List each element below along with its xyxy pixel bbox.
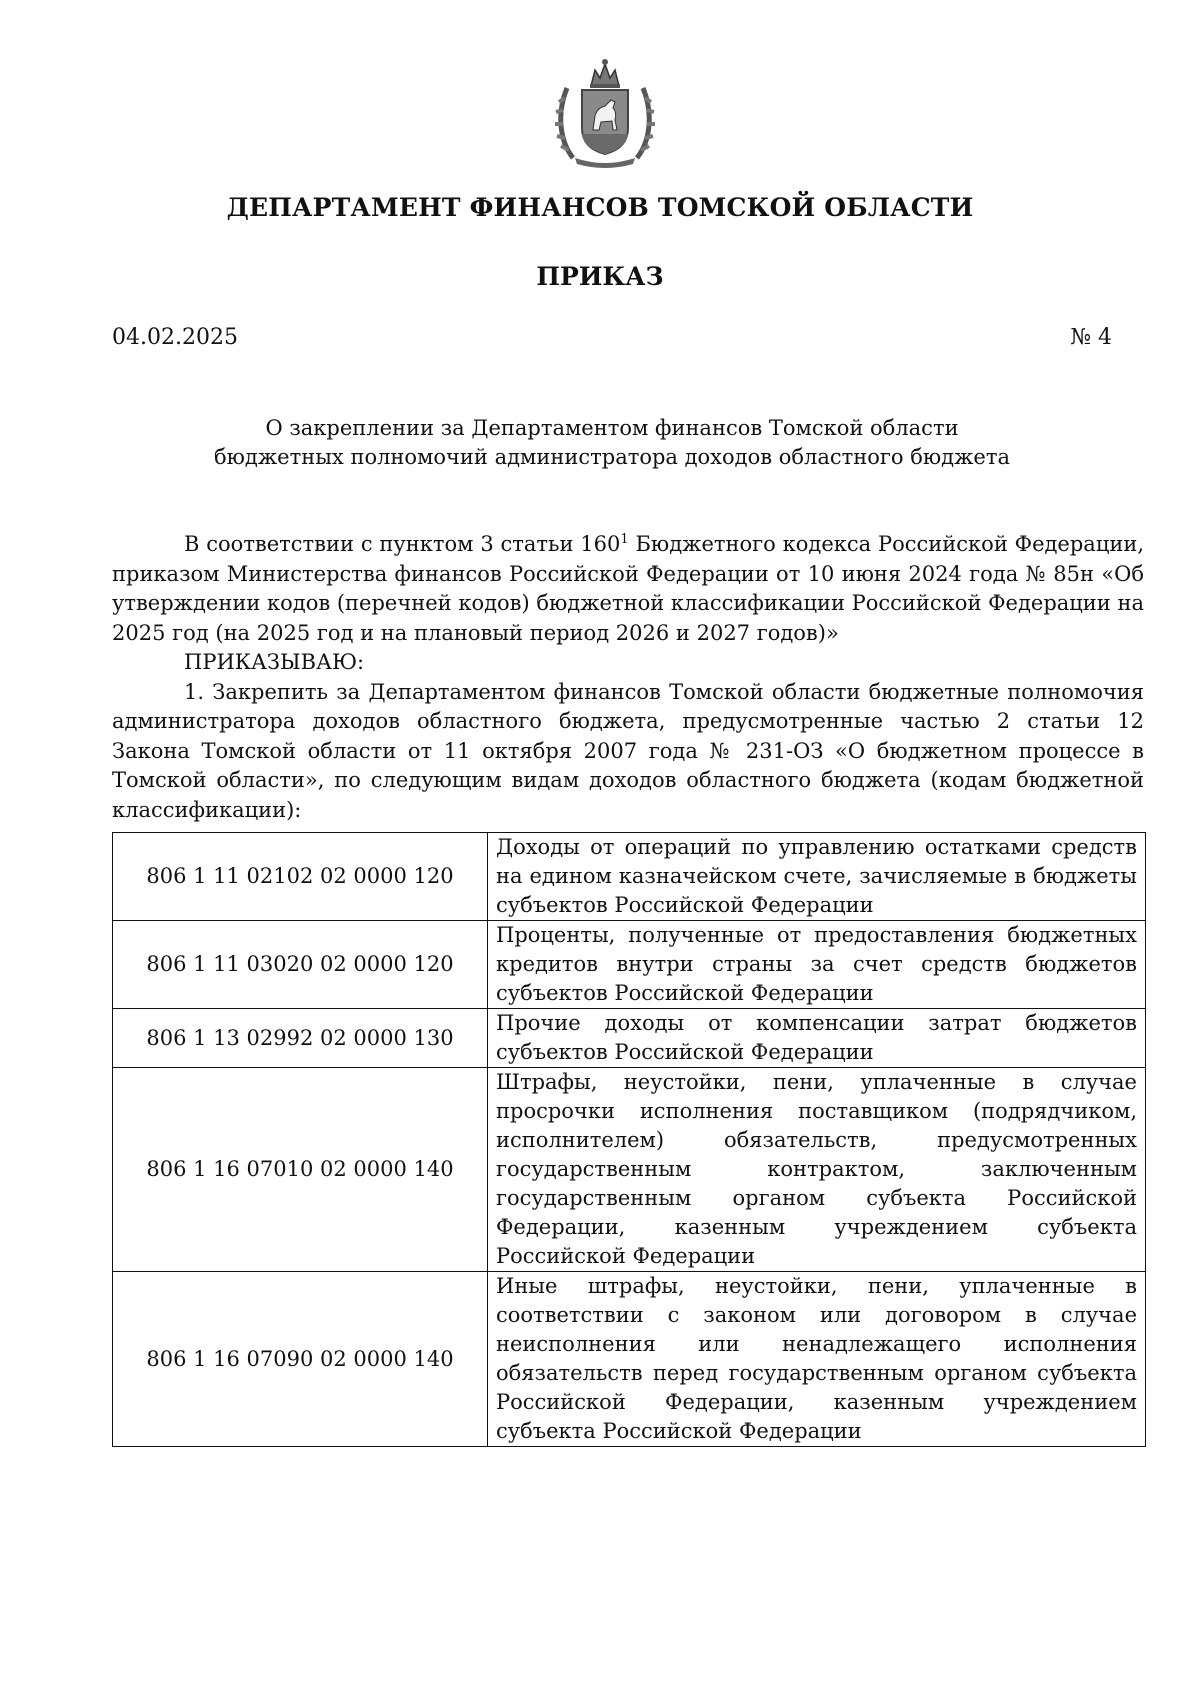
subject-line: бюджетных полномочий администратора доходов областного бюджета <box>214 445 1010 469</box>
description-cell: Прочие доходы от компенсации затрат бюджетов субъектов Российской Федерации <box>488 1009 1146 1068</box>
budget-code-cell: 806 1 11 03020 02 0000 120 <box>113 921 488 1009</box>
document-body <box>112 530 1144 825</box>
budget-code-cell: 806 1 13 02992 02 0000 130 <box>113 1009 488 1068</box>
budget-code-cell: 806 1 16 07010 02 0000 140 <box>113 1068 488 1272</box>
subject-line: О закреплении за Департаментом финансов Томской области <box>265 416 959 440</box>
order-word: ПРИКАЗЫВАЮ: <box>184 650 365 674</box>
table-row <box>113 1272 1146 1447</box>
table-row <box>113 1068 1146 1272</box>
budget-code-cell: 806 1 16 07090 02 0000 140 <box>113 1272 488 1447</box>
preamble-text: Бюджетного кодекса Российской Федерации, приказом Министерства финансов Российской Федерации от 10 июня 2024 года № 85н «Об утверждении кодов (перечней кодов) бюджетной классификации Российской Федерации на 2025 год (на 2025 год и на плановый период 2026 и 2027 годов)» <box>112 532 1144 645</box>
budget-codes-table <box>112 832 1146 1447</box>
item-1-paragraph: 1. Закрепить за Департаментом финансов Томской области бюджетные полномочия администратора доходов областного бюджета, предусмотренные частью 2 статьи 12 Закона Томской области от 11 октября 2007 года № 231-ОЗ «О бюджетном процессе в Томской области», по следующим видам доходов областного бюджета (кодам бюджетной классификации): <box>112 679 1144 822</box>
document-number: № 4 <box>1070 325 1112 350</box>
preamble-text: В соответствии с пунктом 3 статьи 160 <box>184 532 621 556</box>
document-subject <box>112 414 1112 472</box>
preamble-paragraph <box>112 530 1144 648</box>
document-date: 04.02.2025 <box>112 325 238 350</box>
superscript: 1 <box>620 532 629 547</box>
table-row <box>113 833 1146 921</box>
description-cell: Штрафы, неустойки, пени, уплаченные в случае просрочки исполнения поставщиком (подрядчиком, исполнителем) обязательств, предусмотренных государственным контрактом, заключенным государственным органом субъекта Российской Федерации, казенным учреждением субъекта Российской Федерации <box>488 1068 1146 1272</box>
description-cell: Иные штрафы, неустойки, пени, уплаченные в соответствии с законом или договором в случае неисполнения или ненадлежащего исполнения обязательств перед государственным органом субъекта Российской Федерации, казенным учреждением субъекта Российской Федерации <box>488 1272 1146 1447</box>
document-type: ПРИКАЗ <box>536 262 664 291</box>
coat-of-arms-icon <box>555 50 655 170</box>
table-row <box>113 921 1146 1009</box>
description-cell: Проценты, полученные от предоставления бюджетных кредитов внутри страны за счет средств бюджетов субъектов Российской Федерации <box>488 921 1146 1009</box>
description-cell: Доходы от операций по управлению остатками средств на едином казначейском счете, зачисляемые в бюджеты субъектов Российской Федерации <box>488 833 1146 921</box>
table-row <box>113 1009 1146 1068</box>
budget-code-cell: 806 1 11 02102 02 0000 120 <box>113 833 488 921</box>
department-title: ДЕПАРТАМЕНТ ФИНАНСОВ ТОМСКОЙ ОБЛАСТИ <box>226 193 974 222</box>
